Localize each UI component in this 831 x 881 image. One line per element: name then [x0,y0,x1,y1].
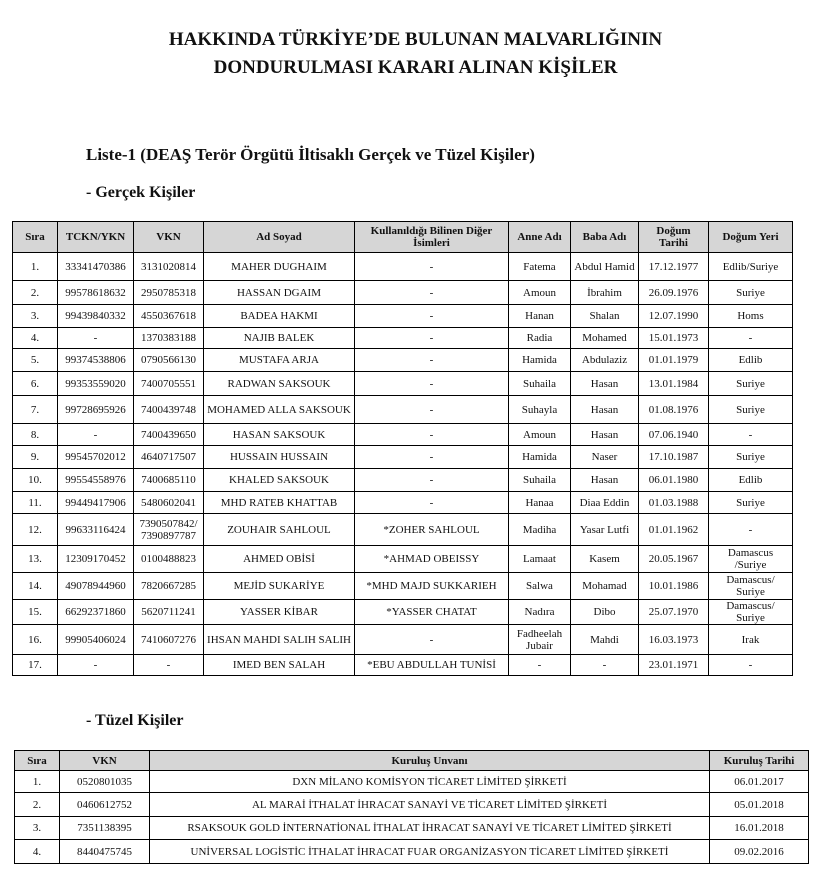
cell-anne-adi: Nadıra [509,600,571,625]
cell-dogum-tarihi: 10.01.1986 [639,573,709,600]
cell-tckn: 99545702012 [58,446,134,469]
cell-vkn: 4550367618 [134,305,204,328]
cell-anne-adi: Amoun [509,424,571,446]
table-row [13,492,793,514]
cell-vkn: 0520801035 [60,771,150,793]
cell-ad-soyad: YASSER KİBAR [204,600,355,625]
cell-sira: 14. [13,573,58,600]
cell-tckn: 66292371860 [58,600,134,625]
cell-baba-adi: İbrahim [571,281,639,305]
cell-ad-soyad: MHD RATEB KHATTAB [204,492,355,514]
cell-sira: 8. [13,424,58,446]
cell-dogum-yeri: Homs [709,305,793,328]
cell-tckn: 99633116424 [58,514,134,546]
header-kurulus-tarihi: Kuruluş Tarihi [710,751,809,771]
cell-baba-adi: Abdul Hamid [571,253,639,281]
cell-sira: 9. [13,446,58,469]
cell-vkn: 5480602041 [134,492,204,514]
header-tckn: TCKN/YKN [58,222,134,253]
cell-anne-adi: Hanan [509,305,571,328]
cell-tckn: 99578618632 [58,281,134,305]
table-row [13,396,793,424]
cell-sira: 17. [13,655,58,676]
cell-vkn: 5620711241 [134,600,204,625]
cell-anne-adi: Fadheelah Jubair [509,625,571,655]
cell-dogum-tarihi: 17.12.1977 [639,253,709,281]
persons-table [12,221,793,676]
cell-baba-adi: Naser [571,446,639,469]
cell-ad-soyad: MAHER DUGHAIM [204,253,355,281]
cell-sira: 16. [13,625,58,655]
cell-ad-soyad: MEJİD SUKARİYE [204,573,355,600]
cell-kurulus-unvani: RSAKSOUK GOLD İNTERNATİONAL İTHALAT İHRACAT SANAYİ VE TİCARET LİMİTED ŞİRKETİ [150,817,710,840]
cell-vkn: 2950785318 [134,281,204,305]
cell-dogum-tarihi: 01.03.1988 [639,492,709,514]
cell-sira: 12. [13,514,58,546]
cell-kurulus-tarihi: 09.02.2016 [710,840,809,864]
cell-dogum-yeri: Damascus/ Suriye [709,600,793,625]
title-line-1: HAKKINDA TÜRKİYE’DE BULUNAN MALVARLIĞININ [168,29,663,50]
table-row [13,469,793,492]
cell-vkn: 7400439650 [134,424,204,446]
cell-diger-isimler: - [355,492,509,514]
cell-diger-isimler: - [355,469,509,492]
cell-vkn: 8440475745 [60,840,150,864]
cell-dogum-yeri: Suriye [709,372,793,396]
cell-dogum-tarihi: 01.01.1962 [639,514,709,546]
cell-dogum-tarihi: 25.07.1970 [639,600,709,625]
cell-dogum-yeri: Edlib [709,349,793,372]
cell-ad-soyad: NAJIB BALEK [204,328,355,349]
cell-dogum-tarihi: 01.08.1976 [639,396,709,424]
cell-diger-isimler: - [355,328,509,349]
cell-vkn: 7351138395 [60,817,150,840]
cell-tckn: 99905406024 [58,625,134,655]
cell-tckn: - [58,424,134,446]
cell-diger-isimler: - [355,281,509,305]
cell-kurulus-unvani: AL MARAİ İTHALAT İHRACAT SANAYİ VE TİCARET LİMİTED ŞİRKETİ [150,793,710,817]
cell-tckn: 99554558976 [58,469,134,492]
cell-tckn: 33341470386 [58,253,134,281]
cell-baba-adi: - [571,655,639,676]
table-row [13,424,793,446]
table-row [13,600,793,625]
cell-kurulus-tarihi: 16.01.2018 [710,817,809,840]
cell-dogum-yeri: - [709,328,793,349]
cell-anne-adi: Suhaila [509,469,571,492]
cell-dogum-tarihi: 01.01.1979 [639,349,709,372]
cell-vkn: 0790566130 [134,349,204,372]
cell-diger-isimler: *AHMAD OBEISSY [355,546,509,573]
cell-anne-adi: Madiha [509,514,571,546]
cell-dogum-tarihi: 13.01.1984 [639,372,709,396]
cell-vkn: 7410607276 [134,625,204,655]
cell-tckn: - [58,655,134,676]
entities-table [14,750,809,864]
cell-baba-adi: Shalan [571,305,639,328]
document-title [0,26,831,82]
cell-sira: 1. [13,253,58,281]
cell-anne-adi: Hamida [509,446,571,469]
table-row [13,349,793,372]
cell-tckn: 99353559020 [58,372,134,396]
cell-ad-soyad: KHALED SAKSOUK [204,469,355,492]
cell-kurulus-tarihi: 06.01.2017 [710,771,809,793]
header-sira: Sıra [15,751,60,771]
cell-dogum-yeri: Damascus /Suriye [709,546,793,573]
cell-anne-adi: Lamaat [509,546,571,573]
cell-tckn: 99374538806 [58,349,134,372]
cell-ad-soyad: AHMED OBİSİ [204,546,355,573]
cell-baba-adi: Hasan [571,372,639,396]
cell-diger-isimler: - [355,349,509,372]
cell-dogum-yeri: - [709,514,793,546]
cell-dogum-yeri: Damascus/ Suriye [709,573,793,600]
cell-sira: 3. [15,817,60,840]
cell-sira: 5. [13,349,58,372]
cell-dogum-yeri: Edlib [709,469,793,492]
cell-vkn: 7820667285 [134,573,204,600]
cell-tckn: 12309170452 [58,546,134,573]
table-row [13,446,793,469]
cell-diger-isimler: - [355,396,509,424]
entities-section-title: - Tüzel Kişiler [86,712,184,729]
cell-baba-adi: Dibo [571,600,639,625]
cell-ad-soyad: HASAN SAKSOUK [204,424,355,446]
cell-sira: 2. [13,281,58,305]
table-row [13,281,793,305]
title-line-2: DONDURULMASI KARARI ALINAN KİŞİLER [213,57,618,78]
cell-dogum-yeri: Suriye [709,446,793,469]
cell-baba-adi: Mahdi [571,625,639,655]
table-row [13,655,793,676]
table-row [13,372,793,396]
cell-diger-isimler: *ZOHER SAHLOUL [355,514,509,546]
cell-tckn: 99449417906 [58,492,134,514]
cell-diger-isimler: *MHD MAJD SUKKARIEH [355,573,509,600]
cell-diger-isimler: - [355,424,509,446]
cell-anne-adi: Radia [509,328,571,349]
cell-dogum-tarihi: 17.10.1987 [639,446,709,469]
cell-sira: 6. [13,372,58,396]
header-vkn: VKN [60,751,150,771]
cell-kurulus-unvani: DXN MİLANO KOMİSYON TİCARET LİMİTED ŞİRKETİ [150,771,710,793]
persons-section-title: - Gerçek Kişiler [86,184,196,201]
cell-ad-soyad: HUSSAIN HUSSAIN [204,446,355,469]
cell-vkn: 4640717507 [134,446,204,469]
cell-anne-adi: Suhayla [509,396,571,424]
cell-anne-adi: Salwa [509,573,571,600]
cell-vkn: 7400705551 [134,372,204,396]
cell-ad-soyad: HASSAN DGAIM [204,281,355,305]
cell-anne-adi: Suhaila [509,372,571,396]
cell-baba-adi: Kasem [571,546,639,573]
cell-vkn: 7400439748 [134,396,204,424]
cell-vkn: 7390507842/ 7390897787 [134,514,204,546]
cell-anne-adi: Fatema [509,253,571,281]
cell-dogum-tarihi: 23.01.1971 [639,655,709,676]
cell-sira: 2. [15,793,60,817]
table-row [13,546,793,573]
cell-sira: 1. [15,771,60,793]
cell-dogum-tarihi: 15.01.1973 [639,328,709,349]
table-row [15,840,809,864]
cell-ad-soyad: MUSTAFA ARJA [204,349,355,372]
cell-dogum-yeri: Irak [709,625,793,655]
cell-sira: 3. [13,305,58,328]
cell-dogum-tarihi: 16.03.1973 [639,625,709,655]
cell-dogum-yeri: - [709,424,793,446]
cell-dogum-tarihi: 07.06.1940 [639,424,709,446]
cell-vkn: - [134,655,204,676]
cell-tckn: 49078944960 [58,573,134,600]
cell-dogum-yeri: - [709,655,793,676]
table-row [13,625,793,655]
cell-diger-isimler: - [355,253,509,281]
header-ad-soyad: Ad Soyad [204,222,355,253]
cell-kurulus-tarihi: 05.01.2018 [710,793,809,817]
cell-sira: 10. [13,469,58,492]
cell-dogum-tarihi: 20.05.1967 [639,546,709,573]
cell-anne-adi: - [509,655,571,676]
table-row [15,793,809,817]
cell-baba-adi: Hasan [571,424,639,446]
cell-sira: 7. [13,396,58,424]
cell-kurulus-unvani: UNİVERSAL LOGİSTİC İTHALAT İHRACAT FUAR ORGANİZASYON TİCARET LİMİTED ŞİRKETİ [150,840,710,864]
cell-sira: 4. [13,328,58,349]
header-diger-isimler: Kullanıldığı Bilinen Diğer İsimleri [355,222,509,253]
cell-baba-adi: Diaa Eddin [571,492,639,514]
cell-dogum-yeri: Suriye [709,492,793,514]
cell-dogum-yeri: Suriye [709,281,793,305]
header-anne-adi: Anne Adı [509,222,571,253]
table-row [13,305,793,328]
table-row [13,253,793,281]
header-vkn: VKN [134,222,204,253]
cell-diger-isimler: *EBU ABDULLAH TUNİSİ [355,655,509,676]
table-row [13,514,793,546]
table-row [15,771,809,793]
cell-sira: 13. [13,546,58,573]
cell-tckn: 99728695926 [58,396,134,424]
header-sira: Sıra [13,222,58,253]
cell-ad-soyad: RADWAN SAKSOUK [204,372,355,396]
cell-baba-adi: Mohamed [571,328,639,349]
cell-ad-soyad: IMED BEN SALAH [204,655,355,676]
cell-tckn: - [58,328,134,349]
cell-ad-soyad: MOHAMED ALLA SAKSOUK [204,396,355,424]
table-row [13,328,793,349]
cell-ad-soyad: IHSAN MAHDI SALIH SALIH [204,625,355,655]
cell-dogum-yeri: Suriye [709,396,793,424]
cell-anne-adi: Amoun [509,281,571,305]
cell-baba-adi: Yasar Lutfi [571,514,639,546]
cell-dogum-yeri: Edlib/Suriye [709,253,793,281]
cell-vkn: 0100488823 [134,546,204,573]
cell-tckn: 99439840332 [58,305,134,328]
header-baba-adi: Baba Adı [571,222,639,253]
cell-vkn: 0460612752 [60,793,150,817]
cell-ad-soyad: ZOUHAIR SAHLOUL [204,514,355,546]
cell-vkn: 7400685110 [134,469,204,492]
cell-dogum-tarihi: 06.01.1980 [639,469,709,492]
table-row [15,817,809,840]
cell-anne-adi: Hamida [509,349,571,372]
cell-diger-isimler: - [355,305,509,328]
header-dogum-tarihi: Doğum Tarihi [639,222,709,253]
cell-ad-soyad: BADEA HAKMI [204,305,355,328]
cell-diger-isimler: *YASSER CHATAT [355,600,509,625]
table-row [13,573,793,600]
header-dogum-yeri: Doğum Yeri [709,222,793,253]
header-kurulus-unvani: Kuruluş Unvanı [150,751,710,771]
cell-dogum-tarihi: 12.07.1990 [639,305,709,328]
cell-diger-isimler: - [355,625,509,655]
cell-vkn: 3131020814 [134,253,204,281]
cell-baba-adi: Hasan [571,396,639,424]
cell-anne-adi: Hanaa [509,492,571,514]
cell-baba-adi: Abdulaziz [571,349,639,372]
cell-vkn: 1370383188 [134,328,204,349]
cell-baba-adi: Mohamad [571,573,639,600]
cell-dogum-tarihi: 26.09.1976 [639,281,709,305]
cell-sira: 15. [13,600,58,625]
cell-diger-isimler: - [355,372,509,396]
list-title: Liste-1 (DEAŞ Terör Örgütü İltisaklı Gerçek ve Tüzel Kişiler) [86,145,535,164]
cell-sira: 11. [13,492,58,514]
cell-diger-isimler: - [355,446,509,469]
cell-baba-adi: Hasan [571,469,639,492]
cell-sira: 4. [15,840,60,864]
